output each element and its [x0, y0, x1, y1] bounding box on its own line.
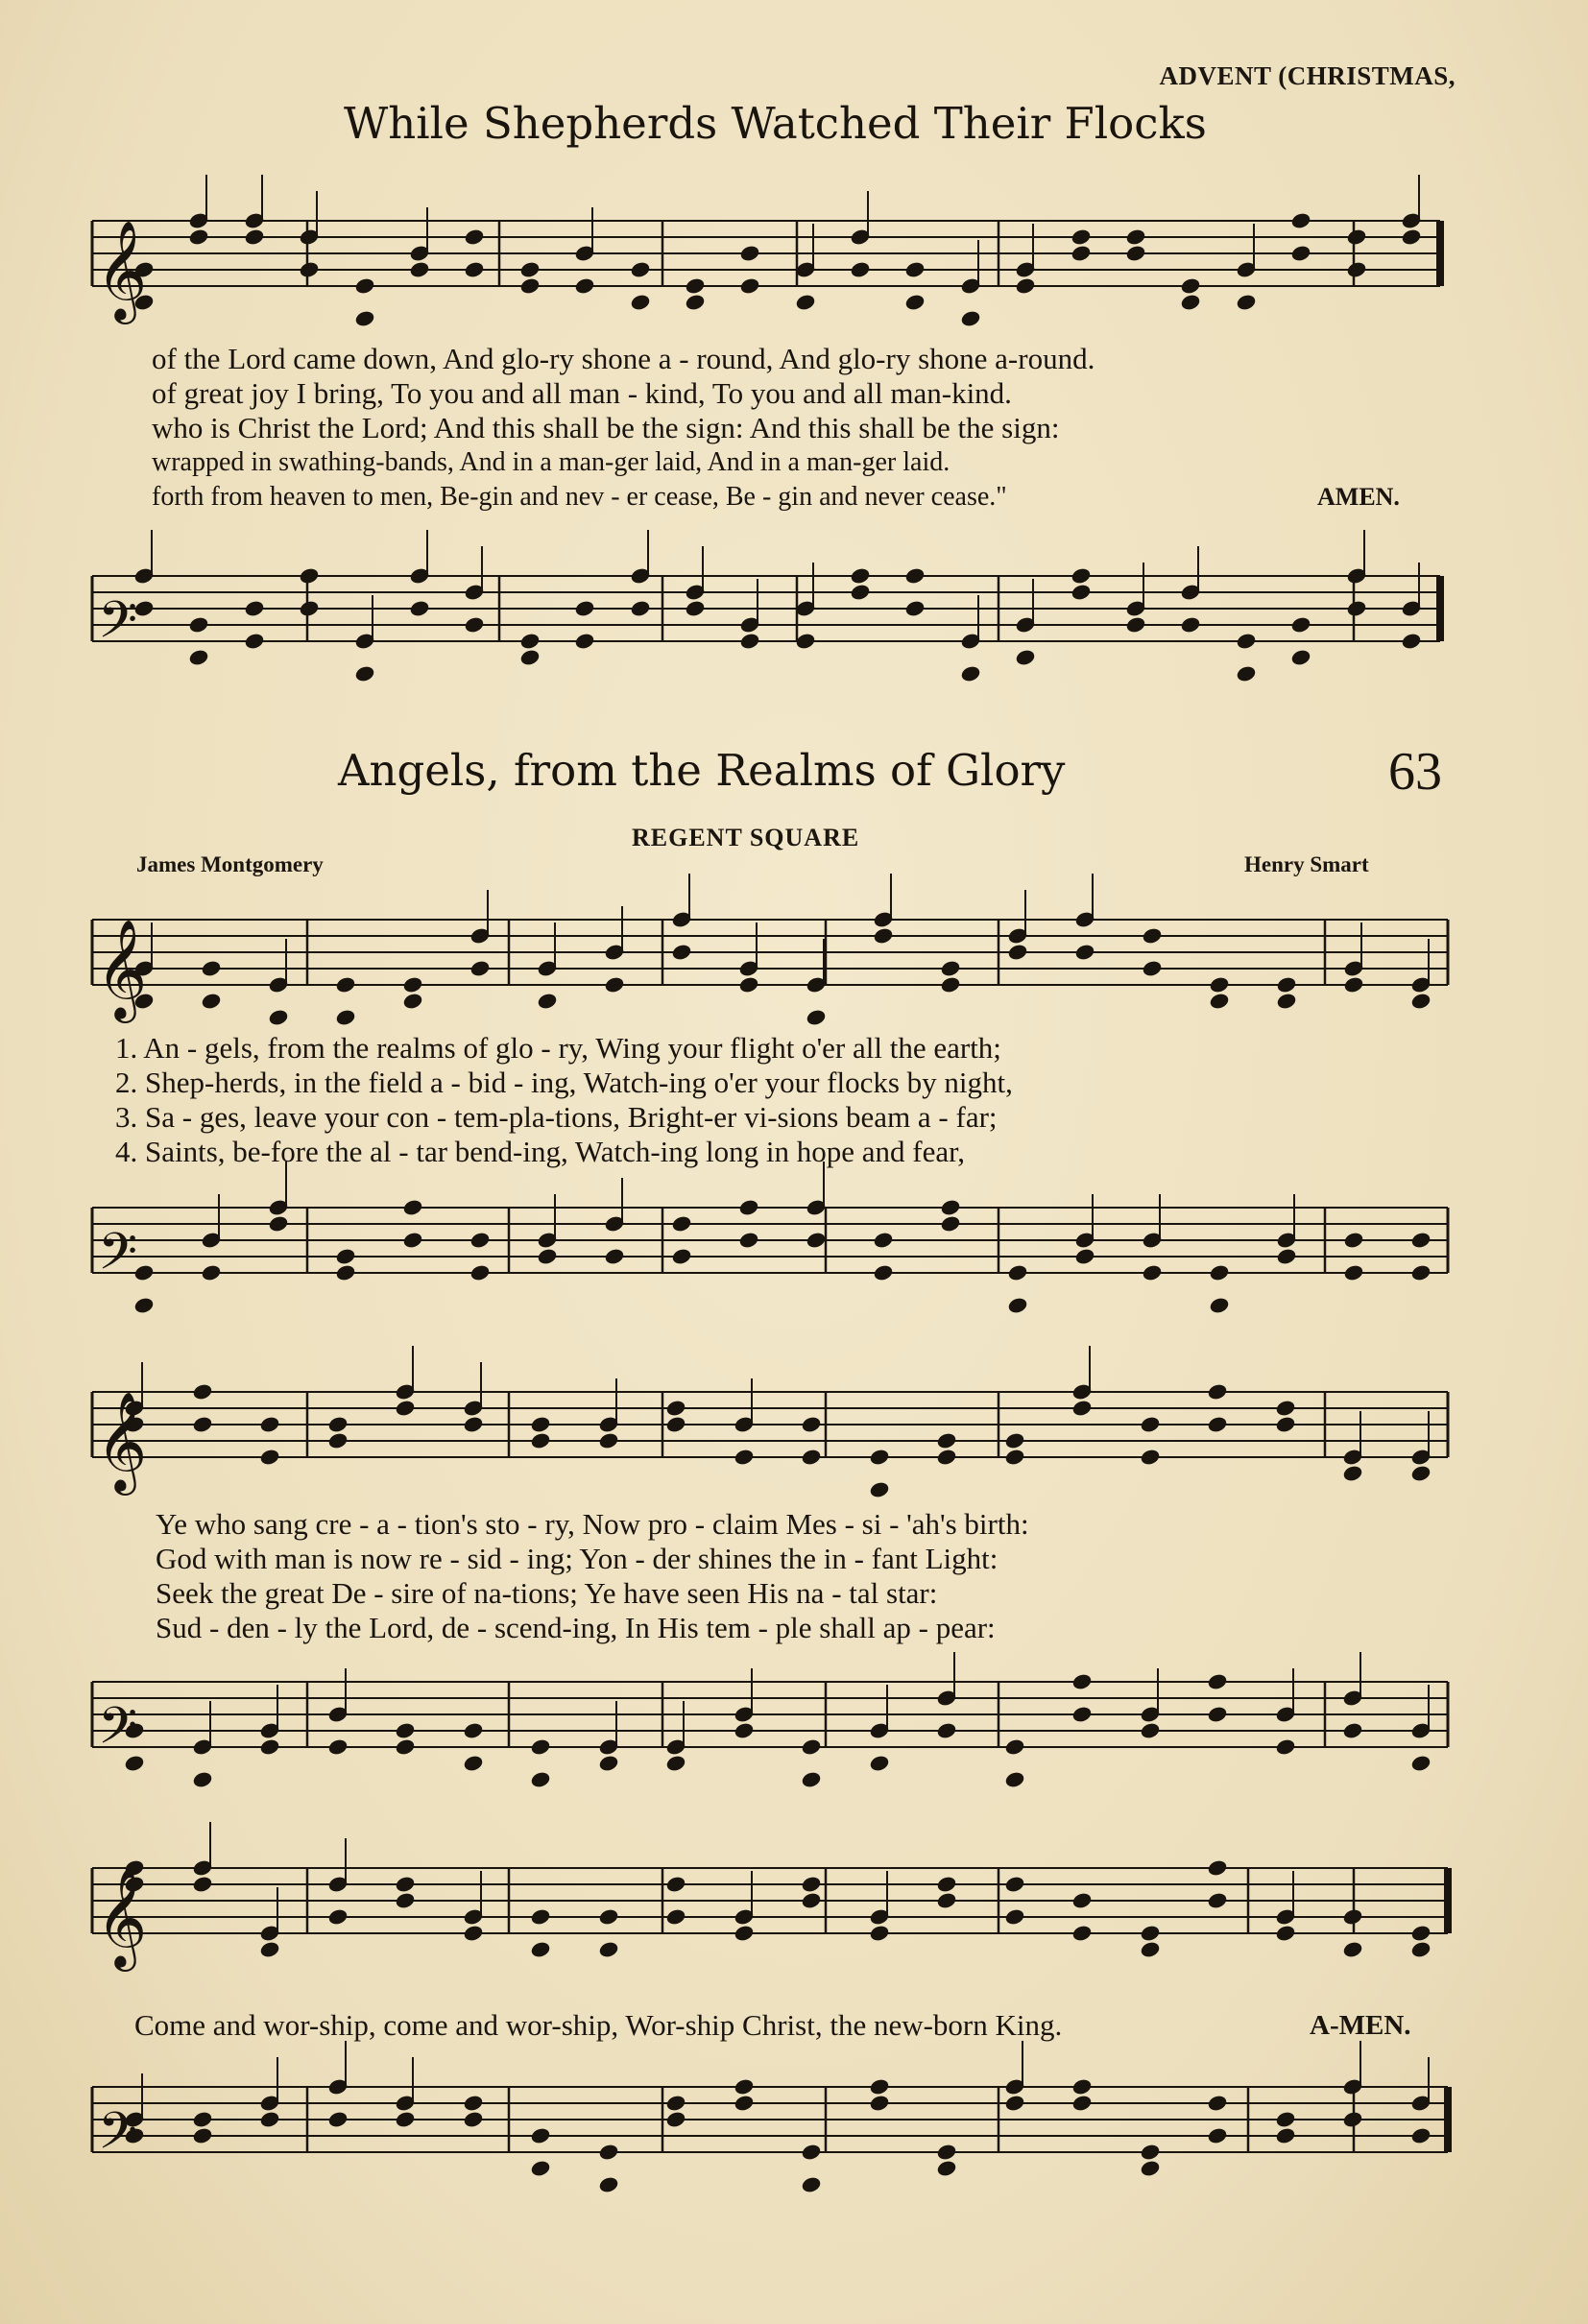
lyric-line: of great joy I bring, To you and all man - kind, To you and all man-kind. [152, 376, 1012, 410]
treble-staff [92, 1392, 1448, 1457]
tune-name: REGENT SQUARE [632, 824, 860, 851]
refrain-line: Come and wor-ship, come and wor-ship, Wor-ship Christ, the new-born King. [134, 2008, 1063, 2042]
svg-text:𝄢: 𝄢 [98, 1697, 138, 1768]
treble-staff [92, 1868, 1448, 1933]
lyric-line: who is Christ the Lord; And this shall be the sign: And this shall be the sign: [152, 411, 1060, 444]
svg-text:𝄞: 𝄞 [96, 1867, 148, 1968]
treble-staff [92, 221, 1440, 286]
hymn-title-while-shepherds: While Shepherds Watched Their Flocks [344, 98, 1207, 149]
lyric-line: 3. Sa - ges, leave your con - tem-pla-tions, Bright-er vi-sions beam a - far; [115, 1100, 998, 1134]
bass-staff [92, 2087, 1448, 2152]
svg-text:𝄞: 𝄞 [96, 220, 148, 321]
lyric-line: forth from heaven to men, Be-gin and nev - er cease, Be - gin and never cease." [152, 482, 1007, 512]
svg-text:𝄞: 𝄞 [96, 919, 148, 1019]
svg-text:𝄢: 𝄢 [98, 2102, 138, 2173]
lyric-line: Seek the great De - sire of na-tions; Ye have seen His na - tal star: [156, 1576, 938, 1610]
lyric-line: God with man is now re - sid - ing; Yon - der shines the in - fant Light: [156, 1542, 999, 1575]
lyric-line: Sud - den - ly the Lord, de - scend-ing, In His tem - ple shall ap - pear: [156, 1611, 996, 1644]
svg-text:𝄢: 𝄢 [98, 1223, 138, 1294]
lyric-line: of the Lord came down, And glo-ry shone a - round, And glo-ry shone a-round. [152, 342, 1095, 375]
composer-credit: Henry Smart [1244, 852, 1369, 876]
section-label: ADVENT (CHRISTMAS, [1159, 61, 1456, 90]
lyric-line: Ye who sang cre - a - tion's sto - ry, Now pro - claim Mes - si - 'ah's birth: [156, 1507, 1029, 1541]
author-credit: James Montgomery [136, 852, 324, 876]
amen-label: AMEN. [1317, 483, 1400, 511]
hymn-number: 63 [1388, 742, 1442, 802]
bass-staff [92, 1208, 1448, 1273]
treble-staff [92, 920, 1448, 985]
lyric-line: 1. An - gels, from the realms of glo - ry, Wing your flight o'er all the earth; [115, 1031, 1001, 1065]
svg-text:𝄢: 𝄢 [98, 591, 138, 662]
bass-staff [92, 1682, 1448, 1747]
lyric-line: 4. Saints, be-fore the al - tar bend-ing, Watch-ing long in hope and fear, [115, 1135, 965, 1168]
lyric-line: 2. Shep-herds, in the field a - bid - ing, Watch-ing o'er your flocks by night, [115, 1066, 1013, 1099]
amen-label: A-MEN. [1310, 2010, 1411, 2041]
hymn-title-angels: Angels, from the Realms of Glory [338, 745, 1066, 796]
lyric-line: wrapped in swathing-bands, And in a man-ger laid, And in a man-ger laid. [152, 447, 950, 477]
svg-text:𝄞: 𝄞 [96, 1391, 148, 1492]
bass-staff [92, 576, 1440, 641]
